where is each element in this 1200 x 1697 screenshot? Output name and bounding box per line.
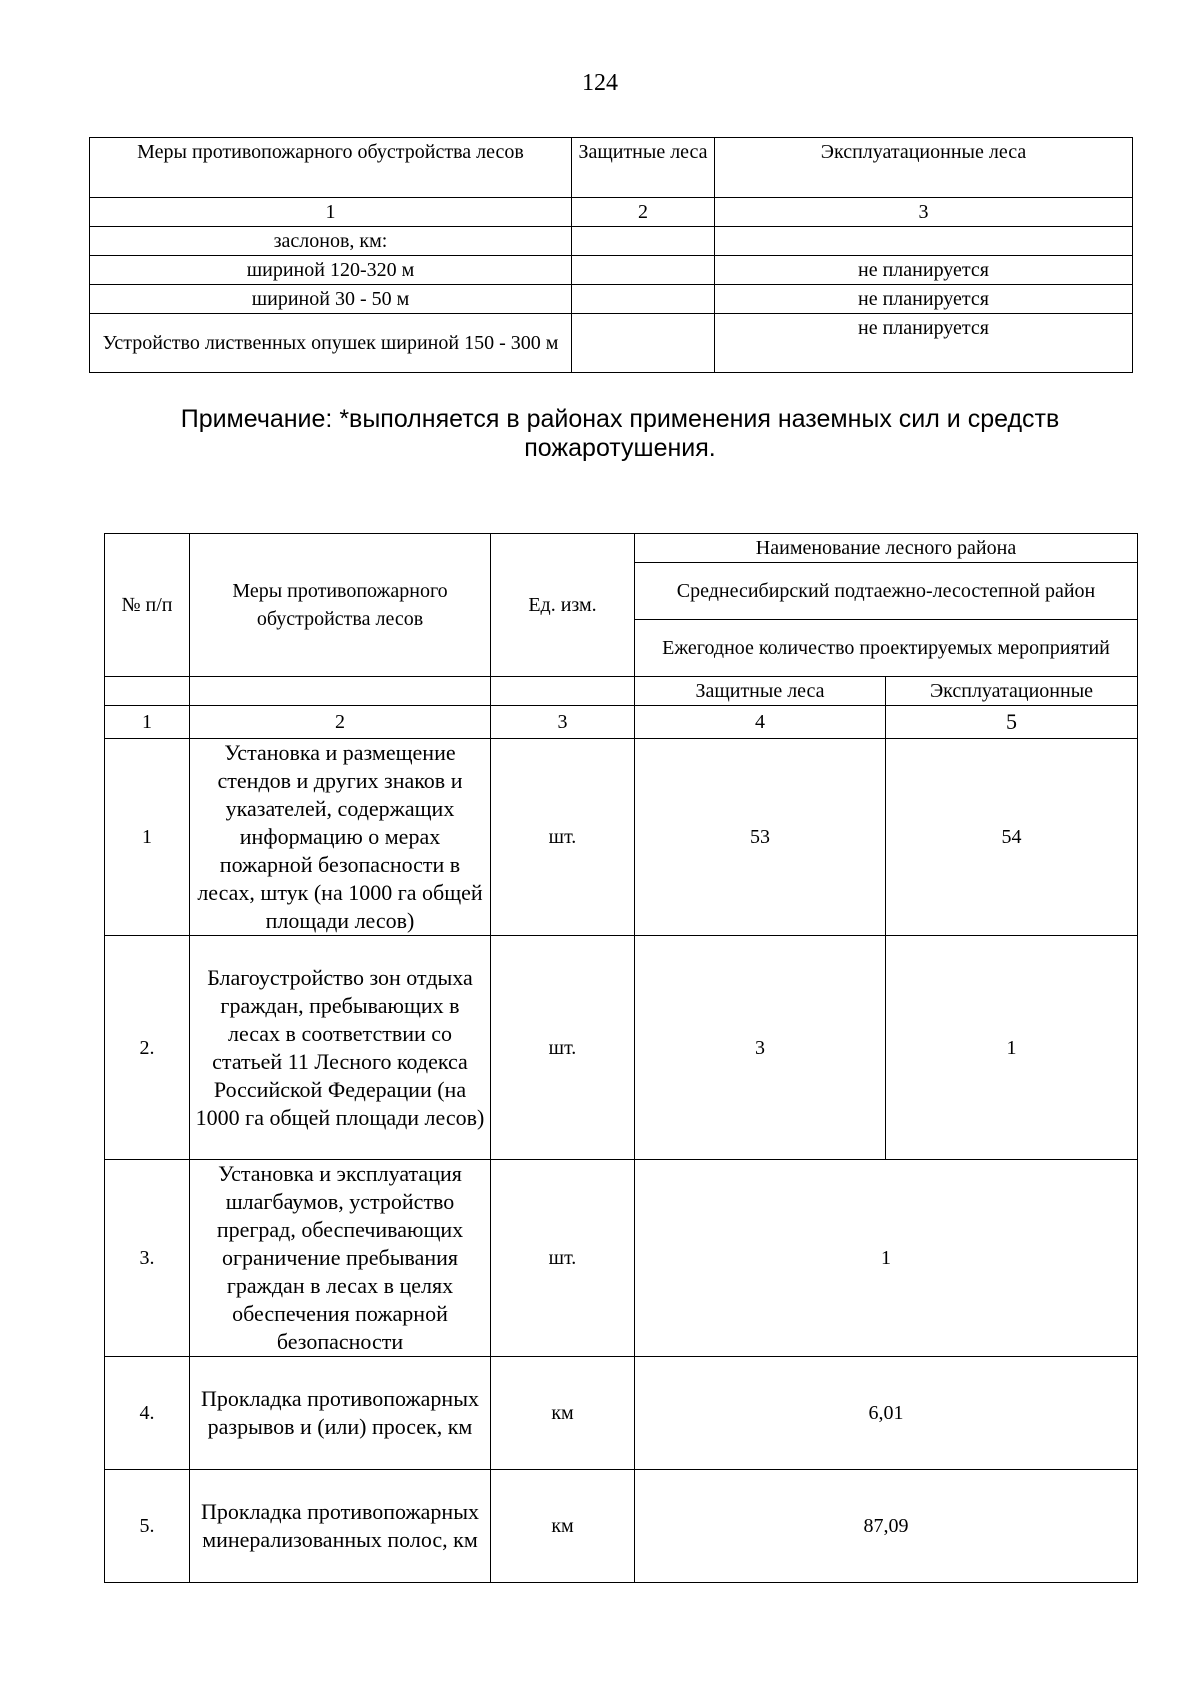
measure-cell: Прокладка противопожарных минерализованных полос, км bbox=[190, 1470, 491, 1583]
header-protective: Защитные леса bbox=[635, 677, 886, 706]
measure-cell: Установка и размещение стендов и других знаков и указателей, содержащих информацию о мерах пожарной безопасности в лесах, штук (на 1000 га общей площади лесов) bbox=[190, 739, 491, 936]
header-unit: Ед. изм. bbox=[491, 534, 635, 677]
protective-cell bbox=[572, 227, 715, 256]
table-row bbox=[105, 1357, 1138, 1470]
header-protective: Защитные леса bbox=[572, 138, 715, 198]
operational-cell: 1 bbox=[886, 936, 1138, 1160]
col-number: 4 bbox=[635, 706, 886, 739]
table-row bbox=[90, 256, 1133, 285]
total-cell: 87,09 bbox=[635, 1470, 1138, 1583]
row-number: 4. bbox=[105, 1357, 190, 1470]
measure-cell: шириной 120-320 м bbox=[90, 256, 572, 285]
col-number: 5 bbox=[886, 706, 1138, 739]
operational-cell: не планируется bbox=[715, 314, 1133, 373]
operational-cell bbox=[715, 227, 1133, 256]
header-annual: Ежегодное количество проектируемых мероприятий bbox=[635, 620, 1138, 677]
header-operational: Эксплуатационные bbox=[886, 677, 1138, 706]
protective-cell bbox=[572, 285, 715, 314]
col-number: 3 bbox=[715, 198, 1133, 227]
protective-cell bbox=[572, 314, 715, 373]
table-row bbox=[90, 285, 1133, 314]
measure-cell: заслонов, км: bbox=[90, 227, 572, 256]
measure-cell: шириной 30 - 50 м bbox=[90, 285, 572, 314]
measure-cell: Прокладка противопожарных разрывов и (или) просек, км bbox=[190, 1357, 491, 1470]
header-region-name: Среднесибирский подтаежно-лесостепной район bbox=[635, 563, 1138, 620]
table-row bbox=[90, 227, 1133, 256]
table-row bbox=[105, 739, 1138, 936]
col-number: 2 bbox=[572, 198, 715, 227]
table-row bbox=[90, 314, 1133, 373]
unit-cell: шт. bbox=[491, 1160, 635, 1357]
fire-measures-region-table bbox=[104, 533, 1138, 1583]
measure-cell: Благоустройство зон отдыха граждан, пребывающих в лесах в соответствии со статьей 11 Лесного кодекса Российской Федерации (на 1000 га общей площади лесов) bbox=[190, 936, 491, 1160]
unit-cell: км bbox=[491, 1470, 635, 1583]
table-row bbox=[105, 936, 1138, 1160]
col-number: 3 bbox=[491, 706, 635, 739]
header-measures: Меры противопожарного обустройства лесов bbox=[90, 138, 572, 198]
col-number: 2 bbox=[190, 706, 491, 739]
total-cell: 1 bbox=[635, 1160, 1138, 1357]
unit-cell: шт. bbox=[491, 739, 635, 936]
table-header-row bbox=[105, 534, 1138, 563]
column-number-row bbox=[105, 706, 1138, 739]
page-number: 124 bbox=[582, 70, 618, 96]
unit-cell: шт. bbox=[491, 936, 635, 1160]
header-measures: Меры противопожарного обустройства лесов bbox=[190, 534, 491, 677]
row-number: 3. bbox=[105, 1160, 190, 1357]
table-header-row bbox=[90, 138, 1133, 198]
row-number: 5. bbox=[105, 1470, 190, 1583]
header-operational: Эксплуатационные леса bbox=[715, 138, 1133, 198]
footnote: Примечание: *выполняется в районах применения наземных сил и средств пожаротушения. bbox=[180, 405, 1060, 462]
operational-cell: не планируется bbox=[715, 256, 1133, 285]
total-cell: 6,01 bbox=[635, 1357, 1138, 1470]
table-row bbox=[105, 1160, 1138, 1357]
protective-cell bbox=[572, 256, 715, 285]
fire-measures-table-continued bbox=[89, 137, 1133, 373]
header-num: № п/п bbox=[105, 534, 190, 677]
table-row bbox=[105, 1470, 1138, 1583]
protective-cell: 3 bbox=[635, 936, 886, 1160]
col-number: 1 bbox=[105, 706, 190, 739]
operational-cell: не планируется bbox=[715, 285, 1133, 314]
row-number: 1 bbox=[105, 739, 190, 936]
header-region-title: Наименование лесного района bbox=[635, 534, 1138, 563]
protective-cell: 53 bbox=[635, 739, 886, 936]
operational-cell: 54 bbox=[886, 739, 1138, 936]
column-number-row bbox=[90, 198, 1133, 227]
table-header-row bbox=[105, 677, 1138, 706]
col-number: 1 bbox=[90, 198, 572, 227]
measure-cell: Установка и эксплуатация шлагбаумов, устройство преград, обеспечивающих ограничение пребывания граждан в лесах в целях обеспечения пожарной безопасности bbox=[190, 1160, 491, 1357]
measure-cell: Устройство лиственных опушек шириной 150 - 300 м bbox=[90, 314, 572, 373]
row-number: 2. bbox=[105, 936, 190, 1160]
unit-cell: км bbox=[491, 1357, 635, 1470]
